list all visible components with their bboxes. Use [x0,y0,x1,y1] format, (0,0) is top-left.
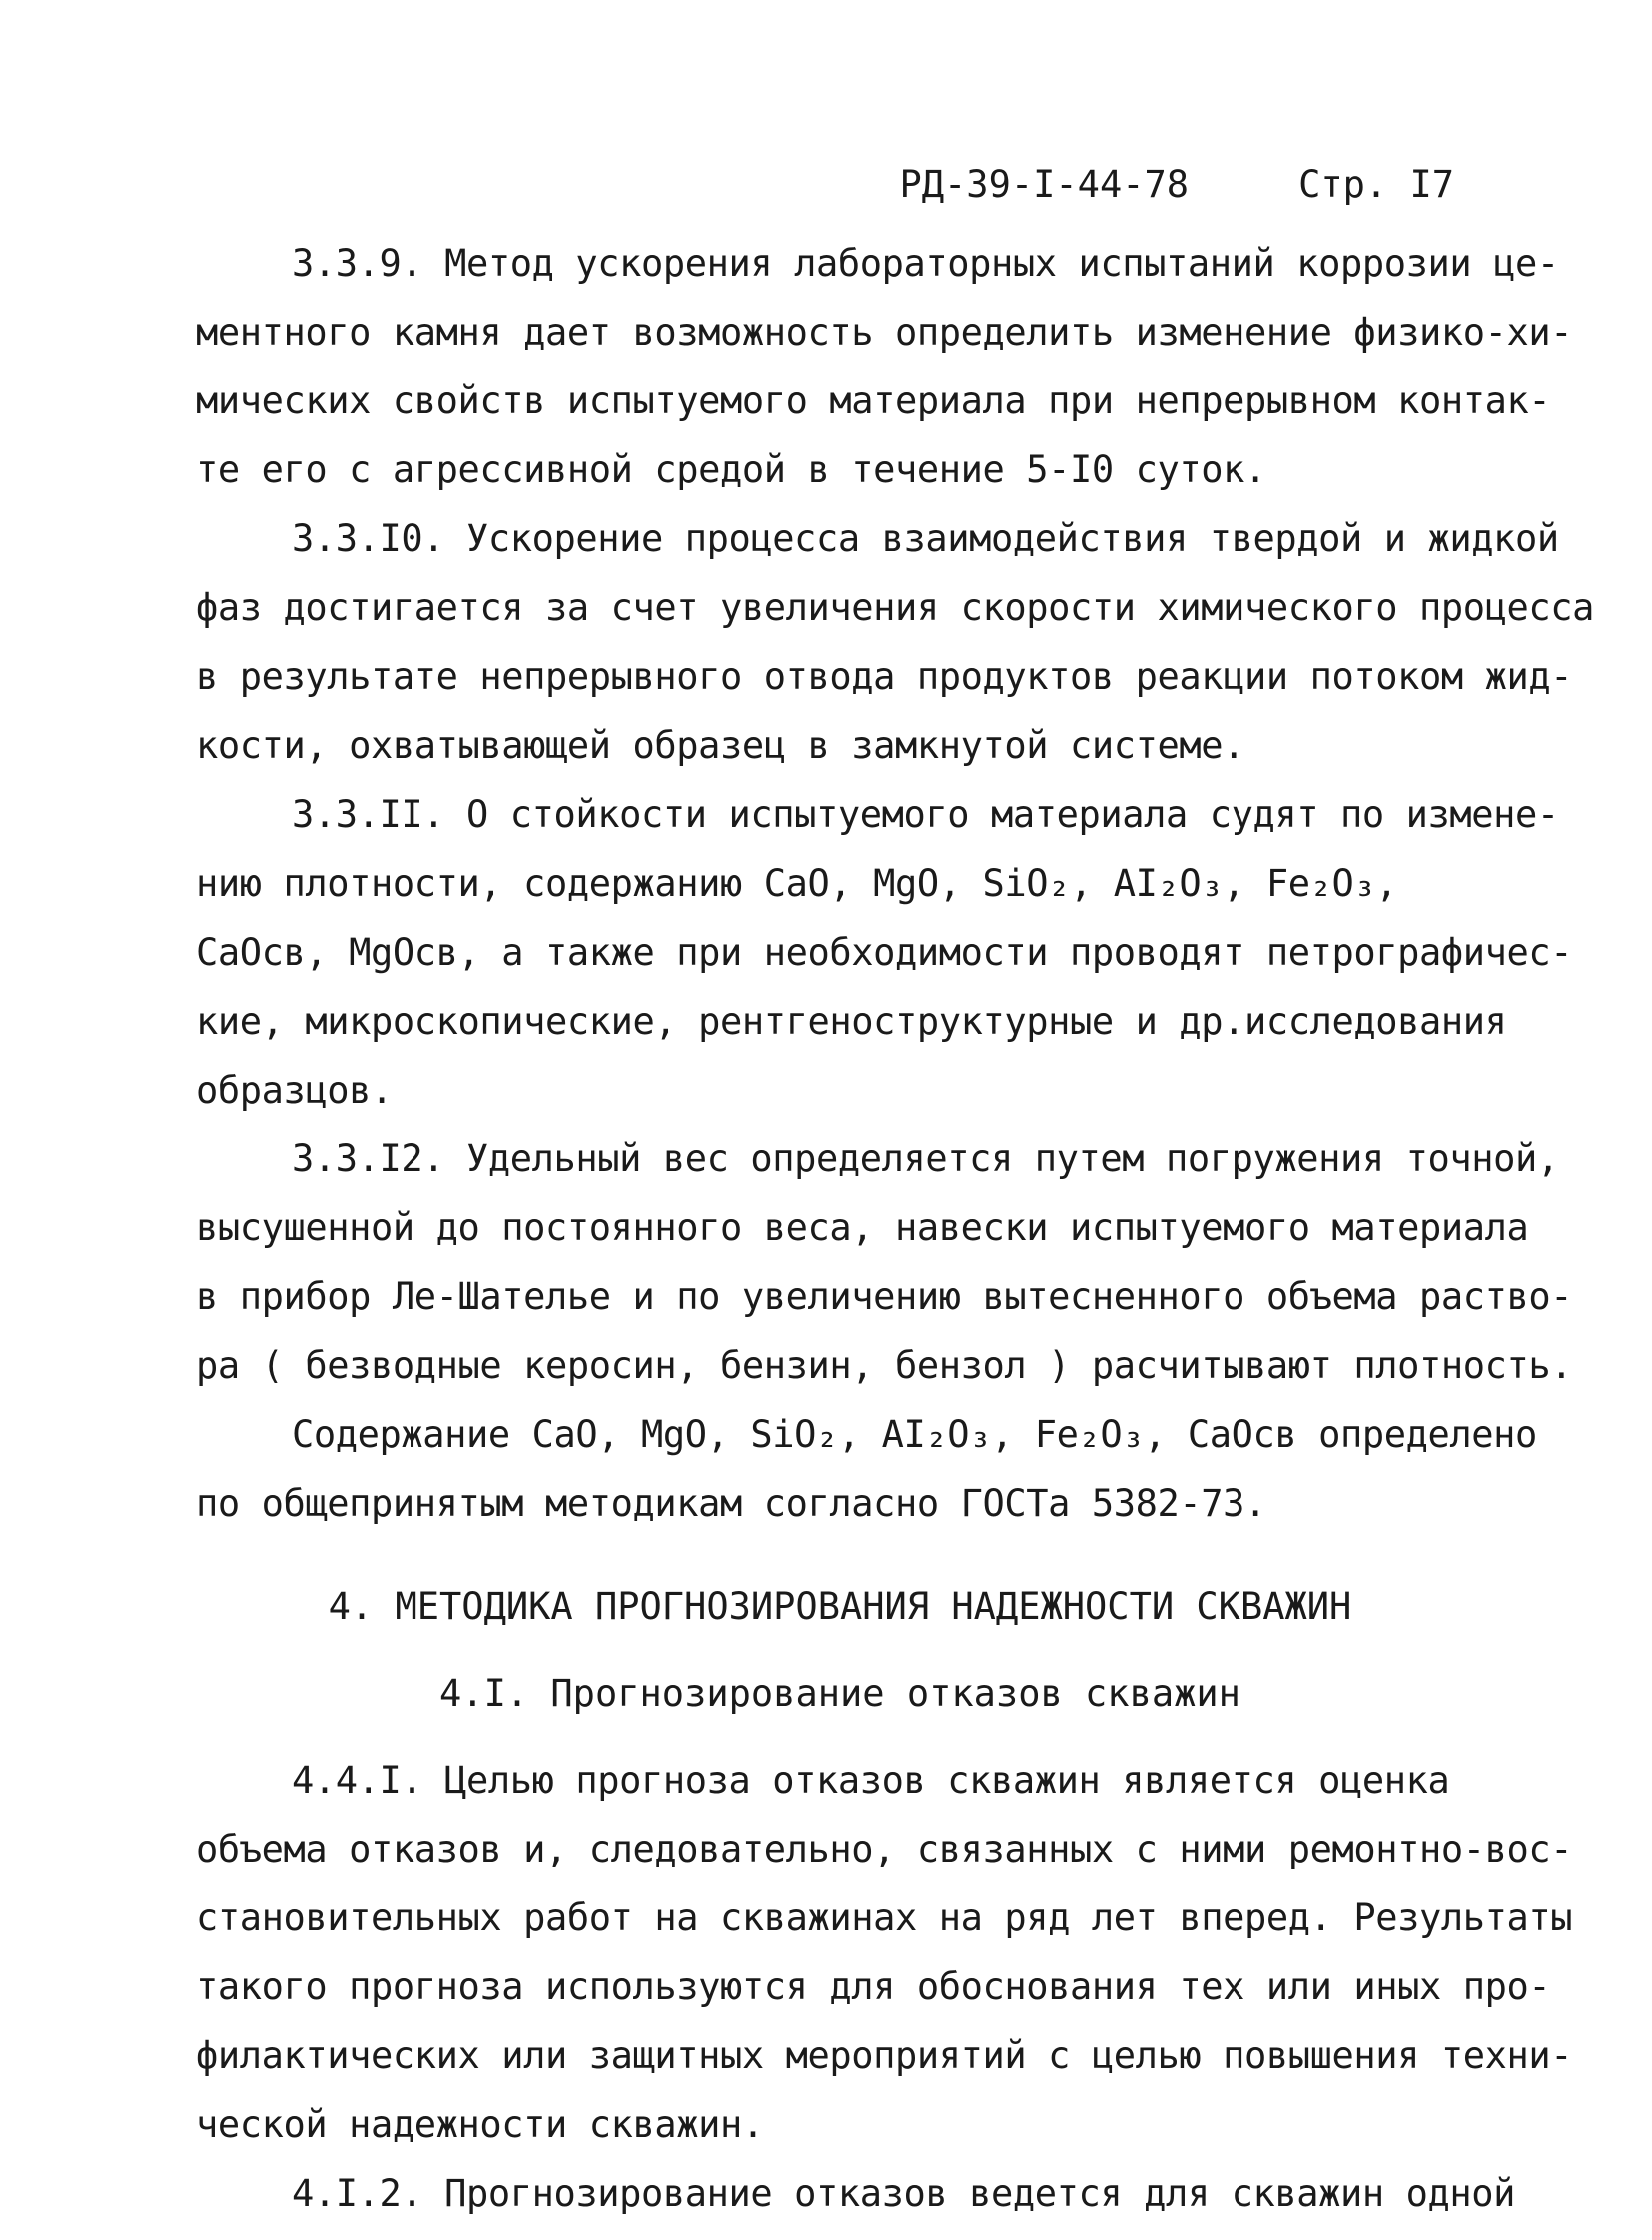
paragraph-line: филактических или защитных мероприятий с целью повышения техни- [196,2034,1573,2077]
paragraph-line: СаОсв, MgOсв, а также при необходимости проводят петрографичес- [196,931,1573,974]
paragraph-line: такого прогноза используются для обоснования тех или иных про- [196,1965,1551,2008]
paragraph-line: Содержание СаО, MgO, SiO₂, AI₂O₃, Fe₂O₃, СаОсв определено [292,1413,1537,1456]
paragraph-line: нию плотности, содержанию СаО, MgO, SiO₂, AI₂O₃, Fe₂O₃, [196,862,1398,905]
paragraph-line: мических свойств испытуемого материала при непрерывном контак- [196,379,1551,422]
paragraph-line: становительных работ на скважинах на ряд лет вперед. Результаты [196,1896,1573,1939]
paragraph-line: 4.I.2. Прогнозирование отказов ведется для скважин одной [292,2172,1516,2215]
paragraph-4-4-1 [196,1746,1573,2159]
document-page [196,150,1595,2228]
paragraph-3-3-10 [196,504,1595,780]
paragraph-4-1-2 [196,2159,1516,2228]
section-title: 4. МЕТОДИКА ПРОГНОЗИРОВАНИЯ НАДЕЖНОСТИ СКВАЖИН [328,1585,1352,1628]
paragraph-line: высушенной до постоянного веса, навески испытуемого материала [196,1206,1529,1249]
page-header [196,150,1484,219]
subsection-title: 4.I. Прогнозирование отказов скважин [439,1672,1240,1715]
paragraph-line: по общепринятым методикам согласно ГОСТа 5382-73. [196,1482,1266,1525]
paragraph-line: фаз достигается за счет увеличения скорости химического процесса [196,586,1595,629]
page-number: Стр. I7 [1298,163,1454,206]
paragraph-line: кие, микроскопические, рентгеноструктурные и др.исследования [196,1000,1507,1043]
paragraph-3-3-9 [196,229,1573,504]
document-code: РД-39-I-44-78 [899,163,1190,206]
paragraph-line: те его с агрессивной средой в течение 5-I0 суток. [196,448,1266,491]
paragraph-line: ментного камня дает возможность определить изменение физико-хи- [196,311,1573,354]
paragraph-line: ра ( безводные керосин, бензин, бензол ) расчитывают плотность. [196,1344,1573,1387]
paragraph-line: 3.3.II. О стойкости испытуемого материала судят по измене- [292,793,1559,836]
paragraph-line: кости, охватывающей образец в замкнутой системе. [196,724,1245,767]
paragraph-3-3-12 [196,1124,1573,1400]
paragraph-content [196,1400,1537,1538]
paragraph-line: 3.3.I0. Ускорение процесса взаимодействия твердой и жидкой [292,517,1559,560]
paragraph-line: в прибор Ле-Шателье и по увеличению вытесненного объема раство- [196,1275,1573,1318]
paragraph-line: объема отказов и, следовательно, связанных с ними ремонтно-вос- [196,1828,1573,1870]
paragraph-line: образцов. [196,1069,393,1112]
paragraph-line: 4.4.I. Целью прогноза отказов скважин является оценка [292,1759,1450,1802]
paragraph-line: 3.3.9. Метод ускорения лабораторных испытаний коррозии це- [292,242,1559,285]
paragraph-3-3-11 [196,780,1573,1124]
paragraph-line: в результате непрерывного отвода продуктов реакции потоком жид- [196,655,1573,698]
paragraph-line: ческой надежности скважин. [196,2103,764,2146]
paragraph-line: 3.3.I2. Удельный вес определяется путем погружения точной, [292,1137,1559,1180]
